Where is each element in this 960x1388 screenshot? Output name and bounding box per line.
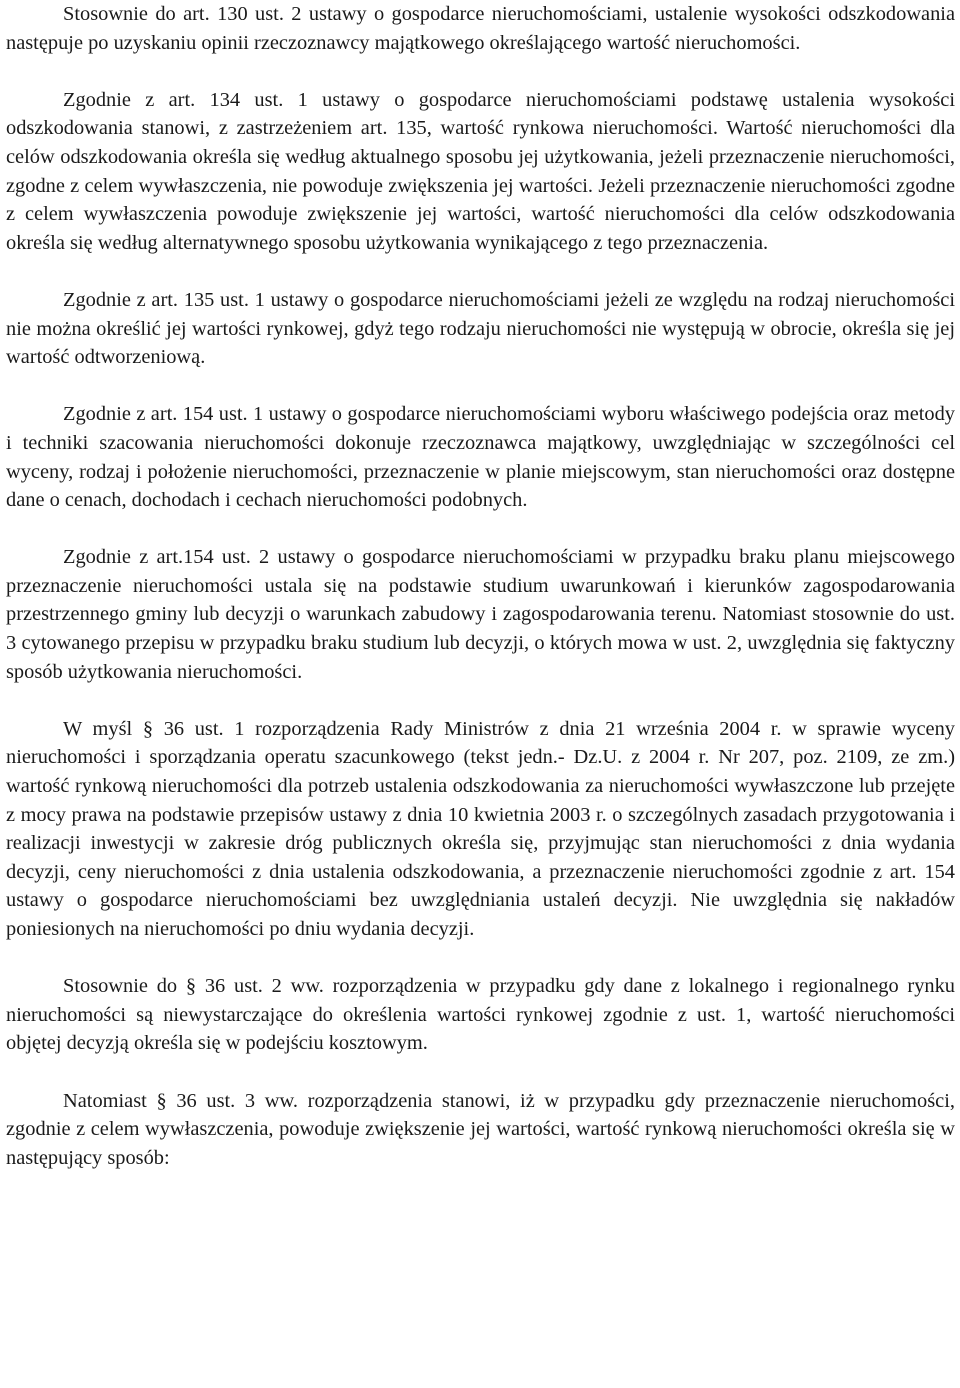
paragraph-par-36-ust-1: W myśl § 36 ust. 1 rozporządzenia Rady Ministrów z dnia 21 września 2004 r. w sprawie wyceny nieruchomości i sporządzania operatu szacunkowego (tekst jedn.- Dz.U. z 2004 r. Nr 207, poz. 2109, ze zm.) wartość rynkową nieruchomości dla potrzeb ustalenia odszkodowania za nieruchomości wywłaszczone lub przejęte z mocy prawa na podstawie przepisów ustawy z dnia 10 kwietnia 2003 r. o szczególnych zasadach przygotowania i realizacji inwestycji w zakresie dróg publicznych określa się, przyjmując stan nieruchomości z dnia wydania decyzji, ceny nieruchomości z dnia ustalenia odszkodowania, a przeznaczenie nieruchomości zgodnie z art. 154 ustawy o gospodarce nieruchomościami bez uwzględniania ustaleń decyzji. Nie uwzględnia się nakładów poniesionych na nieruchomości po dniu wydania decyzji. <box>6 717 955 940</box>
paragraph-par-36-ust-3: Natomiast § 36 ust. 3 ww. rozporządzenia stanowi, iż w przypadku gdy przeznaczenie nieruchomości, zgodnie z celem wywłaszczenia, powoduje zwiększenie jej wartości, wartość rynkową nieruchomości określa się w następujący sposób: <box>6 1089 955 1169</box>
document-page <box>6 0 955 1201</box>
paragraph-par-36-ust-2: Stosownie do § 36 ust. 2 ww. rozporządzenia w przypadku gdy dane z lokalnego i regionalnego rynku nieruchomości są niewystarczające do określenia wartości rynkowej zgodnie z ust. 1, wartość nieruchomości objętej decyzją określa się w podejściu kosztowym. <box>6 975 955 1055</box>
paragraph-art-134: Zgodnie z art. 134 ust. 1 ustawy o gospodarce nieruchomościami podstawę ustalenia wysokości odszkodowania stanowi, z zastrzeżeniem art. 135, wartość rynkowa nieruchomości. Wartość nieruchomości dla celów odszkodowania określa się według aktualnego sposobu jej użytkowania, jeżeli przeznaczenie nieruchomości, zgodne z celem wywłaszczenia, nie powoduje zwiększenia jej wartości. Jeżeli przeznaczenie nieruchomości zgodne z celem wywłaszczenia powoduje zwiększenie jej wartości, wartość nieruchomości dla celów odszkodowania określa się według alternatywnego sposobu użytkowania wynikającego z tego przeznaczenia. <box>6 88 955 254</box>
paragraph-art-154-ust-1: Zgodnie z art. 154 ust. 1 ustawy o gospodarce nieruchomościami wyboru właściwego podejścia oraz metody i techniki szacowania nieruchomości dokonuje rzeczoznawca majątkowy, uwzględniając w szczególności cel wyceny, rodzaj i położenie nieruchomości, przeznaczenie w planie miejscowym, stan nieruchomości oraz dostępne dane o cenach, dochodach i cechach nieruchomości podobnych. <box>6 403 955 512</box>
paragraph-art-130: Stosownie do art. 130 ust. 2 ustawy o gospodarce nieruchomościami, ustalenie wysokości odszkodowania następuje po uzyskaniu opinii rzeczoznawcy majątkowego określającego wartość nieruchomości. <box>6 3 955 54</box>
paragraph-art-154-ust-2: Zgodnie z art.154 ust. 2 ustawy o gospodarce nieruchomościami w przypadku braku planu miejscowego przeznaczenie nieruchomości ustala się na podstawie studium uwarunkowań i kierunków zagospodarowania przestrzennego gminy lub decyzji o warunkach zabudowy i zagospodarowania terenu. Natomiast stosownie do ust. 3 cytowanego przepisu w przypadku braku studium lub decyzji, o których mowa w ust. 2, uwzględnia się faktyczny sposób użytkowania nieruchomości. <box>6 546 955 683</box>
paragraph-art-135: Zgodnie z art. 135 ust. 1 ustawy o gospodarce nieruchomościami jeżeli ze względu na rodzaj nieruchomości nie można określić jej wartości rynkowej, gdyż tego rodzaju nieruchomości nie występują w obrocie, określa się jej wartość odtworzeniową. <box>6 288 955 369</box>
